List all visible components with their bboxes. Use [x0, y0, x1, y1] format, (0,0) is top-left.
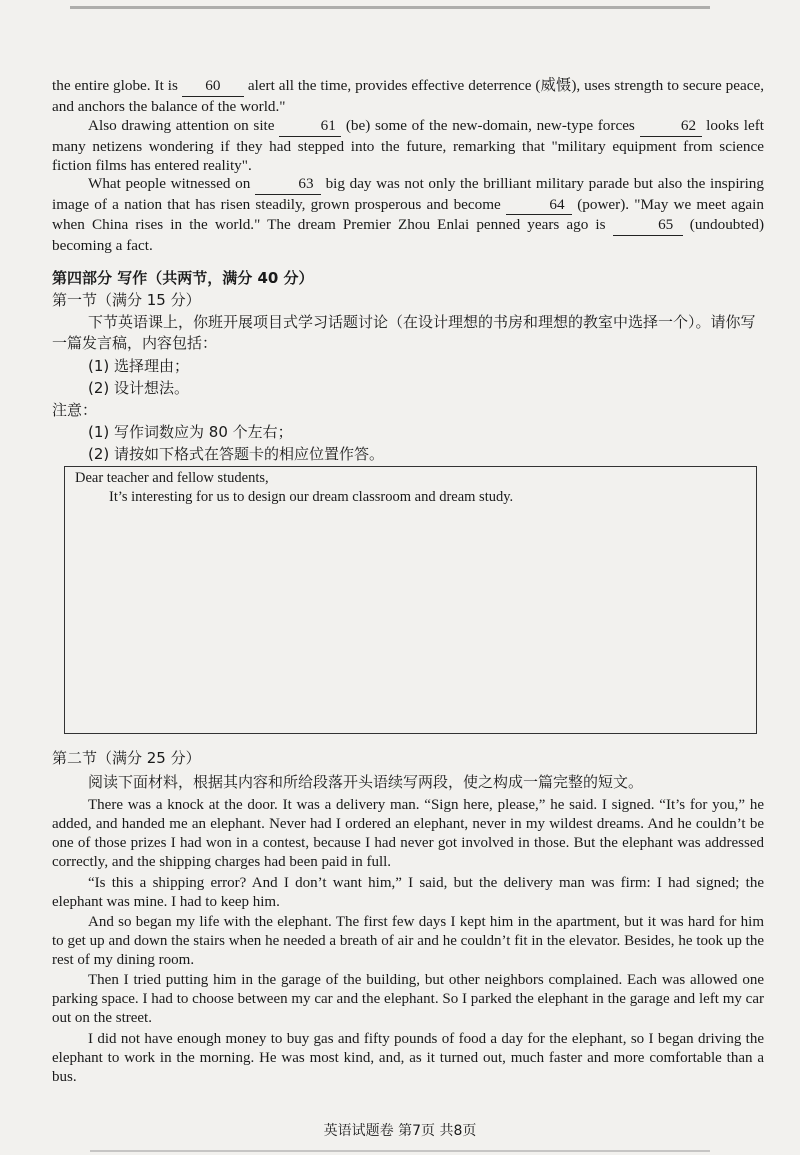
cloze-paragraph-3: What people witnessed on 63 big day was not only the brilliant military parade but also the inspiring image of a nation that has risen steadily, grown prosperous and become 64 (power). "May we meet again when China rises in the world." The dream Premier Zhou Enlai penned years ago is 65 (undoubted) becoming a fact. — [52, 175, 764, 254]
blank-64: 64 — [506, 195, 572, 216]
scan-bottom-edge — [90, 1150, 710, 1152]
story-paragraph-3: And so began my life with the elephant. The first few days I kept him in the apartment, but it was hard for him to get up and down the stairs when he needed a breath of air and he couldn’t fit in the elevator. Besides, he took up the rest of my dining room. — [52, 914, 764, 968]
blank-63: 63 — [255, 174, 321, 195]
section1-item-1: (1) 选择理由； — [88, 357, 190, 375]
cloze-paragraph-1: the entire globe. It is 60 alert all the time, provides effective deterrence (威慑), uses strength to secure peace, and anchors the balance of the world." — [52, 77, 765, 115]
blank-60: 60 — [182, 76, 244, 97]
page-footer: 英语试题卷 第7页 共8页 — [323, 1123, 477, 1139]
blank-65: 65 — [613, 215, 683, 236]
blank-61: 61 — [279, 116, 341, 137]
story-paragraph-1: There was a knock at the door. It was a delivery man. “Sign here, please,” he said. I signed. “It’s for you,” he added, and handed me an elephant. Never had I ordered an elephant, never in my wildest dreams. And he couldn’t be one of those prizes I had won in a contest, because I had never got involved in those. But the elephant was addressed correctly, and the shipping charges had been paid in full. — [52, 797, 764, 870]
blank-62: 62 — [640, 116, 702, 137]
box-greeting: Dear teacher and fellow students, — [75, 470, 269, 486]
note-1: (1) 写作词数应为 80 个左右； — [88, 423, 293, 441]
section1-item-2: (2) 设计想法。 — [88, 379, 190, 397]
section1-heading: 第一节（满分 15 分） — [52, 291, 201, 309]
cloze-paragraph-2: Also drawing attention on site 61 (be) some of the new-domain, new-type forces 62 looks left many netizens wondering if they had stepped into the future, remarking that "military equipment from science fiction films has entered reality". — [52, 117, 764, 174]
note-label: 注意： — [52, 401, 98, 419]
part4-heading: 第四部分 写作（共两节，满分 40 分） — [52, 269, 314, 287]
story-paragraph-2: “Is this a shipping error? And I don’t want him,” I said, but the delivery man was firm: I had signed; the elephant was mine. I had to keep him. — [52, 875, 764, 910]
section2-prompt: 阅读下面材料，根据其内容和所给段落开头语续写两段，使之构成一篇完整的短文。 — [88, 773, 644, 791]
section2-heading: 第二节（满分 25 分） — [52, 749, 201, 767]
story-paragraph-4: Then I tried putting him in the garage of the building, but other neighbors complained. Each was allowed one parking space. I had to choose between my car and the elephant. So I parked the elephant in the garage and left my car out on the street. — [52, 972, 764, 1026]
writing-answer-box — [64, 466, 757, 734]
story-paragraph-5: I did not have enough money to buy gas and fifty pounds of food a day for the elephant, so I began driving the elephant to work in the morning. He was most kind, and, as it turned out, much faster and more comfortable than a bus. — [52, 1031, 764, 1085]
scan-edge-line — [70, 6, 710, 9]
box-opening-sentence: It’s interesting for us to design our dream classroom and dream study. — [109, 489, 514, 505]
section1-prompt: 下节英语课上，你班开展项目式学习话题讨论（在设计理想的书房和理想的教室中选择一个）。请你写一篇发言稿，内容包括： — [52, 313, 756, 352]
note-2: (2) 请按如下格式在答题卡的相应位置作答。 — [88, 445, 385, 463]
